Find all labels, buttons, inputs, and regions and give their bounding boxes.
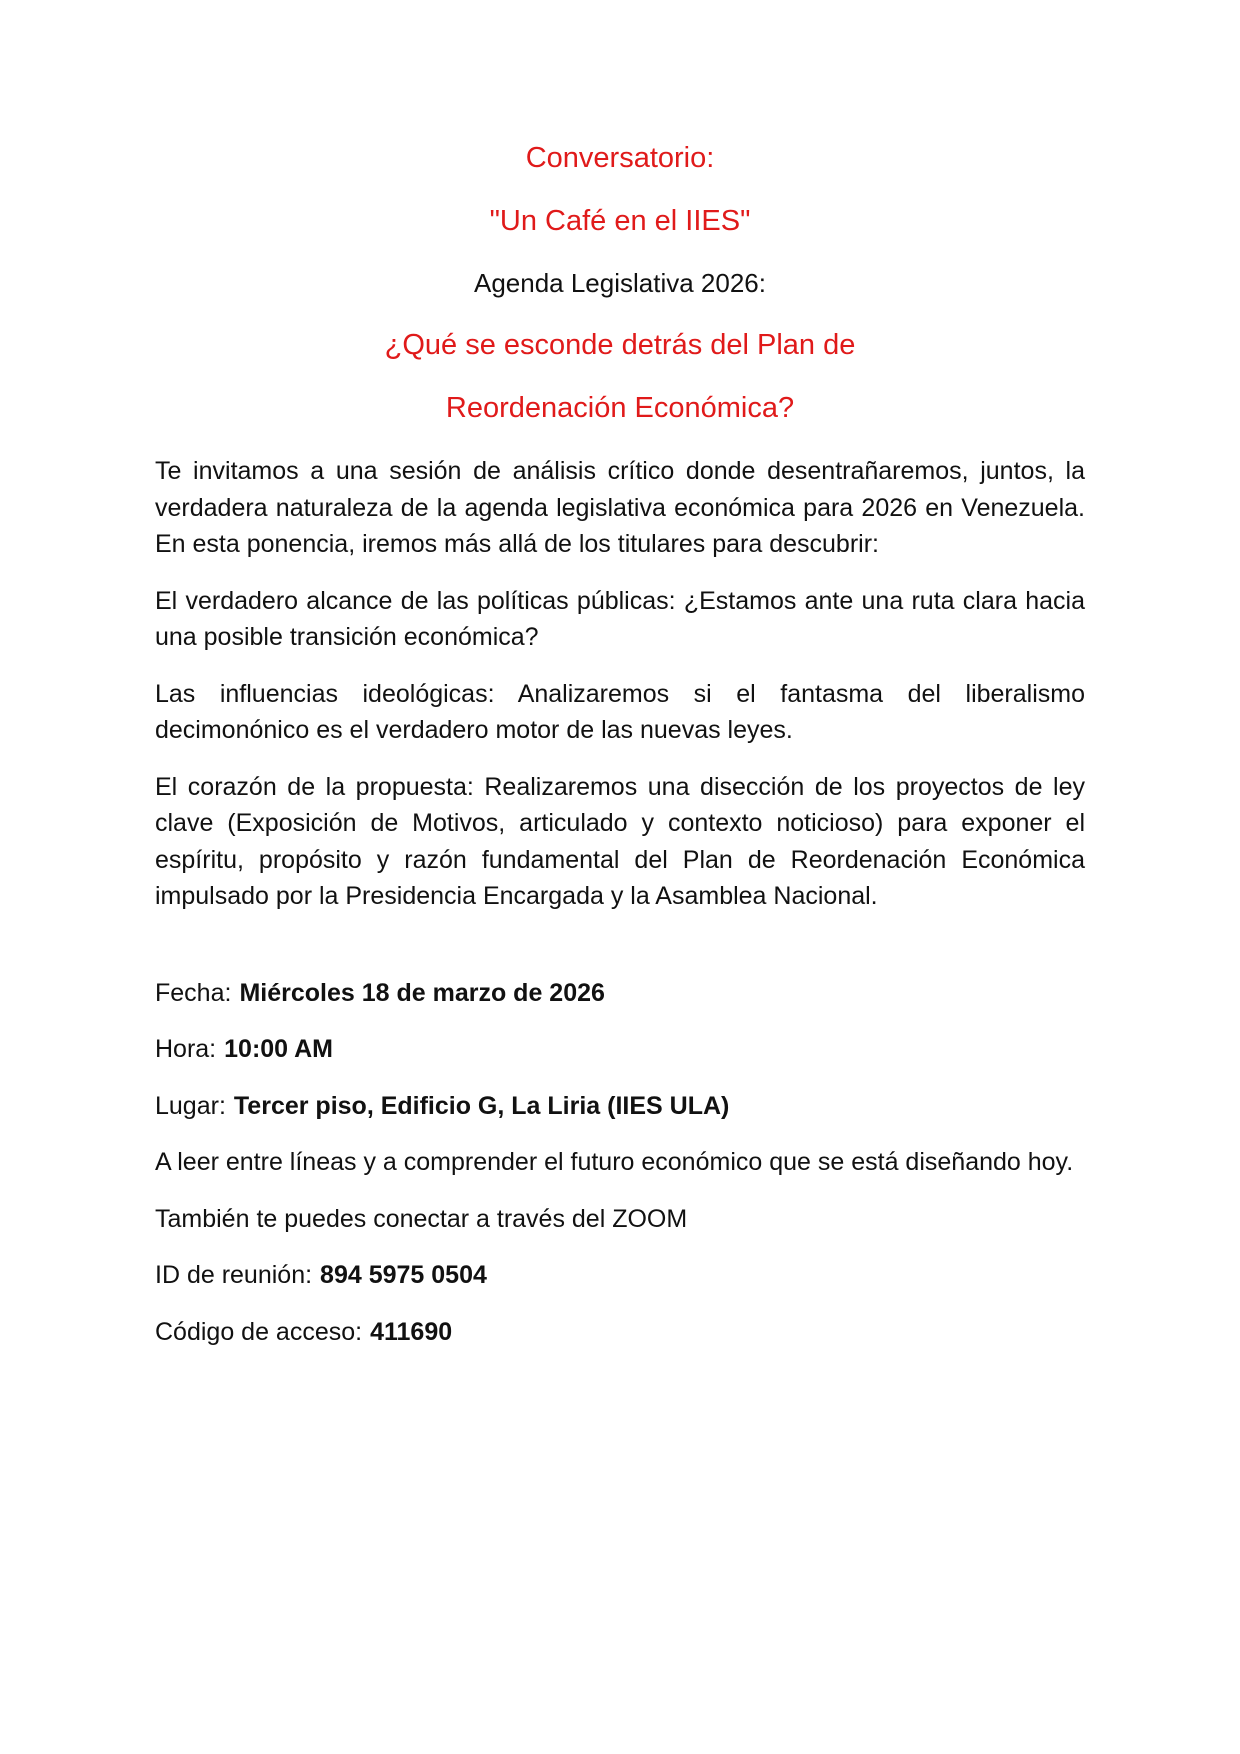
lugar-value: Tercer piso, Edificio G, La Liria (IIES ULA) [233,1091,730,1120]
fecha-label: Fecha: [155,978,232,1007]
title-un-cafe-en-el-iies: "Un Café en el IIES" [489,205,751,237]
detail-fecha [155,975,1085,1012]
meeting-id-value: 894 5975 0504 [320,1261,487,1289]
document-content [155,0,1085,1370]
access-code-label: Código de acceso: [155,1317,363,1346]
subtitle-agenda-legislativa: Agenda Legislativa 2026: [473,268,766,298]
paragraph-leer-entre-lineas: A leer entre líneas y a comprender el futuro económico que se está diseñando hoy. [155,1148,1074,1176]
title-conversatorio: Conversatorio: [525,142,715,174]
hora-label: Hora: [155,1035,217,1063]
title-question-line-1: ¿Qué se esconde detrás del Plan de [384,329,856,361]
paragraph-corazon-propuesta: El corazón de la propuesta: Realizaremos una disección de los proyectos de ley clave (Exposición de Motivos, articulado y contexto noticioso) para exponer el espíritu, propósito y razón fundamental del Plan de Reordenación Económica impulsado por la Presidencia Encargada y la Asamblea Nacional. [155,772,1085,910]
lugar-label: Lugar: [155,1091,226,1120]
meeting-id-label: ID de reunión: [155,1261,313,1289]
paragraph-alcance-politicas: El verdadero alcance de las políticas públicas: ¿Estamos ante una ruta clara hacia una posible transición económica? [155,586,1085,651]
access-code-value: 411690 [370,1317,453,1346]
title-question-line-2: Reordenación Económica? [445,392,795,424]
fecha-value: Miércoles 18 de marzo de 2026 [239,978,605,1007]
event-details [155,975,1085,1351]
detail-meeting-id [155,1257,1085,1294]
detail-lugar [155,1088,1085,1125]
detail-access-code [155,1314,1085,1351]
paragraph-invitation: Te invitamos a una sesión de análisis crítico donde desentrañaremos, juntos, la verdadera naturaleza de la agenda legislativa económica para 2026 en Venezuela. En esta ponencia, iremos más allá de los titulares para descubrir: [155,457,1085,558]
paragraph-zoom-connect: También te puedes conectar a través del ZOOM [155,1204,688,1233]
hora-value: 10:00 AM [224,1035,333,1063]
detail-hora [155,1031,1085,1068]
paragraph-influencias-ideologicas: Las influencias ideológicas: Analizaremos si el fantasma del liberalismo decimonónico es el verdadero motor de las nuevas leyes. [155,679,1085,744]
